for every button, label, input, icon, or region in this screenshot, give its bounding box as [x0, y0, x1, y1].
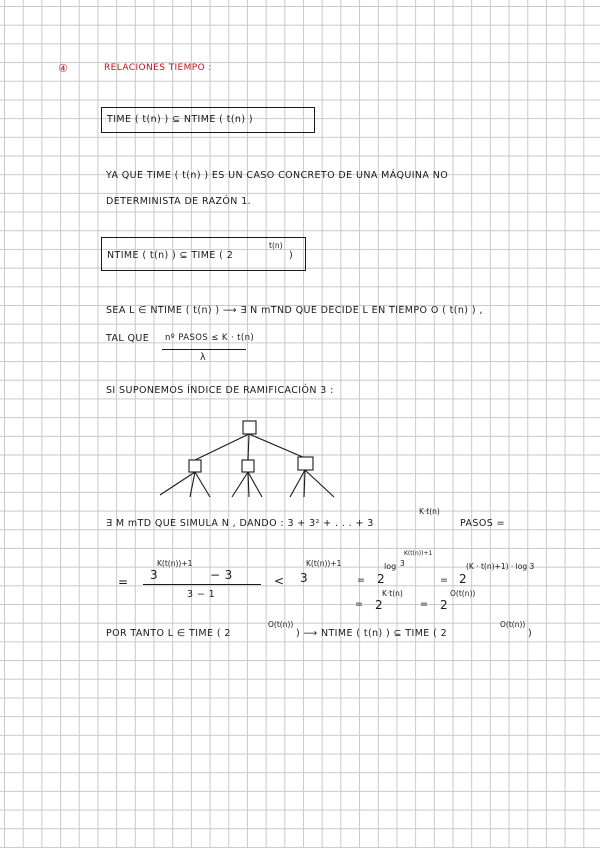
paragraph-2-fraction-bottom: λ: [200, 352, 207, 363]
equation-numerator-minus: − 3: [210, 568, 233, 582]
tree-child-node-2: [242, 460, 254, 472]
equation-base-6: 2: [440, 598, 449, 612]
paragraph-1-line-2: DETERMINISTA DE RAZÓN 1.: [106, 196, 252, 207]
equation-log-base: 3: [400, 559, 405, 568]
equation-exponent-2: K(t(n))+1: [306, 559, 342, 568]
equation-denominator: 3 − 1: [187, 589, 216, 600]
equation-base-3: 2: [377, 572, 386, 586]
equation-exponent-5: K·t(n): [382, 589, 403, 598]
heading-bullet: ④: [58, 62, 69, 75]
equation-log: log: [384, 562, 397, 571]
tree-child-node-3: [298, 457, 313, 470]
equation-exponent-4: (K · t(n)+1) · log 3: [466, 562, 535, 571]
tree-root-node: [243, 421, 256, 434]
equation-equals-5: =: [420, 599, 429, 610]
equation-log-exponent: K(t(n))+1: [404, 550, 433, 557]
conclusion-exponent-1: O(t(n)): [268, 620, 294, 629]
paragraph-4-prefix: ∃ M mTD QUE SIMULA N , DANDO : 3 + 3² + . . . + 3: [106, 518, 374, 529]
equation-equals-4: =: [355, 599, 364, 610]
tree-child-node-1: [189, 460, 201, 472]
boxed-statement-2-close: ): [289, 250, 294, 261]
equation-base-5: 2: [375, 598, 384, 612]
equation-base-2: 3: [300, 571, 309, 585]
conclusion-part-2: ) ⟶ NTIME ( t(n) ) ⊆ TIME ( 2: [296, 628, 448, 639]
equation-equals-1: =: [118, 575, 129, 589]
boxed-statement-2-exponent: t(n): [269, 241, 283, 250]
paragraph-2-line-1: SEA L ∈ NTIME ( t(n) ) ⟶ ∃ N mTND QUE DECIDE L EN TIEMPO O ( t(n) ) ,: [106, 305, 483, 316]
paragraph-2-fraction-top: nº PASOS ≤ K · t(n): [165, 333, 255, 343]
paragraph-3-line-1: SI SUPONEMOS ÍNDICE DE RAMIFICACIÓN 3 :: [106, 385, 334, 396]
equation-numerator-base: 3: [150, 568, 159, 582]
equation-exponent-6: O(t(n)): [450, 589, 476, 598]
equation-less-than: <: [274, 574, 285, 588]
heading-title: RELACIONES TIEMPO :: [104, 63, 212, 73]
conclusion-exponent-2: O(t(n)): [500, 620, 526, 629]
equation-equals-3: =: [440, 575, 449, 586]
paragraph-2-line-2-prefix: TAL QUE: [106, 333, 150, 344]
equation-numerator-exponent: K(t(n))+1: [157, 559, 193, 568]
paragraph-4-exponent: K·t(n): [419, 507, 440, 516]
paragraph-1-line-1: YA QUE TIME ( t(n) ) ES UN CASO CONCRETO DE UNA MÁQUINA NO: [106, 170, 449, 181]
equation-base-4: 2: [459, 572, 468, 586]
boxed-statement-2-text: NTIME ( t(n) ) ⊆ TIME ( 2: [107, 250, 234, 261]
boxed-statement-1-text: TIME ( t(n) ) ⊆ NTIME ( t(n) ): [107, 114, 253, 125]
paragraph-4-suffix: PASOS =: [460, 518, 505, 529]
conclusion-part-1: POR TANTO L ∈ TIME ( 2: [106, 628, 231, 639]
conclusion-part-3: ): [528, 628, 533, 639]
equation-fraction-bar: [143, 584, 261, 585]
equation-equals-2: =: [357, 575, 366, 586]
